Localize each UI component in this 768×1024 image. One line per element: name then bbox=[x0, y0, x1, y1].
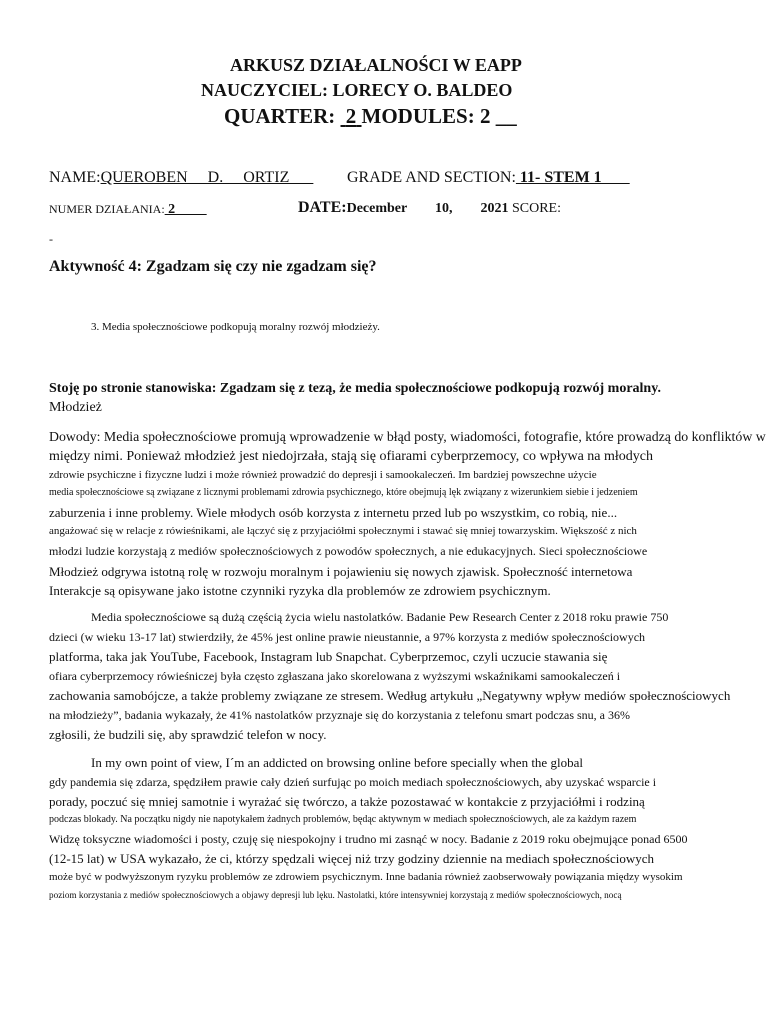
p3-line-5: Widzę toksyczne wiadomości i posty, czuję się niespokojny i trudno mi zasnąć w nocy. Badanie z 2019 roku obejmujące ponad 6500 bbox=[49, 832, 688, 846]
p1-line-8: Młodzież odgrywa istotną rolę w rozwoju moralnym i pojawieniu się nowych zjawisk. Społeczność internetowa bbox=[49, 564, 633, 579]
date-label: DATE: bbox=[298, 199, 347, 216]
p3-line-7: może być w podwyższonym ryzyku problemów ze zdrowiem psychicznym. Inne badania również zaobserwowały powiązania między wysokim bbox=[49, 871, 683, 883]
p2-line-3: platforma, taka jak YouTube, Facebook, Instagram lub Snapchat. Cyberprzemoc, czyli uczucie stawania się bbox=[49, 649, 608, 664]
name-label: NAME: bbox=[49, 169, 101, 186]
grade-value: 11- STEM 1 bbox=[515, 169, 630, 186]
p3-line-2: gdy pandemia się zdarza, spędziłem prawie cały dzień surfując po moich mediach społecznościowych, aby uzyskać wsparcie i bbox=[49, 775, 657, 789]
p3-line-1: In my own point of view, I´m an addicted on browsing online before specially when the global bbox=[91, 755, 583, 770]
p2-line-2: dzieci (w wieku 13-17 lat) stwierdziły, że 45% jest online prawie nieustannie, a 97% korzysta z mediów społecznościowych bbox=[49, 630, 646, 644]
p2-line-6: na młodzieży”, badania wykazały, że 41% nastolatków przyznaje się do korzystania z telefonu smart podczas snu, a 36% bbox=[49, 708, 631, 722]
activity-number-label: NUMER DZIAŁANIA: bbox=[49, 202, 165, 216]
quarter-modules-line bbox=[224, 104, 517, 129]
name-value: QUEROBEN D. ORTIZ bbox=[100, 169, 314, 186]
p1-line-3: zdrowie psychiczne i fizyczne ludzi i może również prowadzić do depresji i samookaleczeń. Im bardziej powszechne użycie bbox=[49, 469, 597, 481]
p3-line-3: porady, poczuć się mniej samotnie i wyrażać się twórczo, a także pozostawać w kontakcie z przyjaciółmi i rodziną bbox=[49, 794, 645, 809]
document-title: ARKUSZ DZIAŁALNOŚCI W EAPP bbox=[230, 55, 522, 75]
activity-heading: Aktywność 4: Zgadzam się czy nie zgadzam się? bbox=[49, 258, 377, 275]
stance-continuation: Młodzież bbox=[49, 400, 102, 415]
p1-line-6: angażować się w relacje z rówieśnikami, ale łączyć się z przyjaciółmi społecznymi i stawać się mniej towarzyskim. Większość z nich bbox=[49, 525, 637, 537]
modules-label: MODULES: 2 bbox=[361, 104, 491, 128]
date-score-field bbox=[298, 199, 561, 217]
p1-line-4: media społecznościowe są związane z licznymi problemami zdrowia psychicznego, które obejmują lęk związany z wizerunkiem siebie i jedzeniem bbox=[49, 487, 638, 498]
quarter-value: 2 bbox=[345, 104, 357, 128]
p1-line-5: zaburzenia i inne problemy. Wiele młodych osób korzysta z internetu przed lub po wszystkim, co robią, nie... bbox=[49, 505, 618, 520]
p1-line-1: Dowody: Media społecznościowe promują wprowadzenie w błąd posty, wiadomości, fotografie, które prowadzą do konfliktów w bbox=[49, 430, 766, 445]
grade-section-field bbox=[347, 169, 630, 187]
activity-number-field bbox=[49, 202, 207, 218]
score-label: SCORE: bbox=[508, 201, 561, 216]
quarter-label: QUARTER: bbox=[224, 104, 336, 128]
p2-line-5: zachowania samobójcze, a także problemy związane ze stresem. Według artykułu „Negatywny wpływ mediów społecznościowych bbox=[49, 688, 731, 703]
activity-number-value: 2 bbox=[164, 202, 207, 217]
modules-blank: __ bbox=[495, 104, 517, 128]
activity-statement: 3. Media społecznościowe podkopują moralny rozwój młodzieży. bbox=[91, 321, 380, 333]
p2-line-1: Media społecznościowe są dużą częścią życia wielu nastolatków. Badanie Pew Research Center z 2018 roku prawie 750 bbox=[91, 610, 669, 624]
grade-label: GRADE AND SECTION: bbox=[347, 169, 516, 186]
p3-line-8: poziom korzystania z mediów społecznościowych a objawy depresji lub lęku. Nastolatki, które intensywniej korzystają z mediów społecznościowych, nocą bbox=[49, 890, 622, 900]
p2-line-4: ofiara cyberprzemocy rówieśniczej była często zgłaszana jako skorelowana z wyższymi wskaźnikami samookaleczeń i bbox=[49, 669, 621, 683]
p1-line-7: młodzi ludzie korzystają z mediów społecznościowych z powodów społecznych, a nie edukacyjnych. Sieci społecznościowe bbox=[49, 544, 648, 558]
date-value: December 10, 2021 bbox=[346, 201, 509, 216]
name-field bbox=[49, 169, 313, 187]
p3-line-6: (12-15 lat) w USA wykazało, że ci, którzy spędzali więcej niż trzy godziny dziennie na mediach społecznościowych bbox=[49, 851, 655, 866]
p2-line-7: zgłosili, że budzili się, aby sprawdzić telefon w nocy. bbox=[49, 727, 327, 742]
stance-statement: Stoję po stronie stanowiska: Zgadzam się z tezą, że media społecznościowe podkopują rozwój moralny. bbox=[49, 381, 661, 396]
p1-line-9: Interakcje są opisywane jako istotne czynniki ryzyka dla problemów ze zdrowiem psychicznym. bbox=[49, 583, 551, 598]
dash-mark: - bbox=[49, 232, 53, 246]
p1-line-2: między nimi. Ponieważ młodzież jest niedojrzała, stają się ofiarami cyberprzemocy, co wpływa na młodych bbox=[49, 449, 653, 464]
teacher-name: NAUCZYCIEL: LORECY O. BALDEO bbox=[201, 80, 513, 100]
p3-line-4: podczas blokady. Na początku nigdy nie napotykałem żadnych problemów, będąc aktywnym w mediach społecznościowych, ale za każdym razem bbox=[49, 814, 637, 825]
